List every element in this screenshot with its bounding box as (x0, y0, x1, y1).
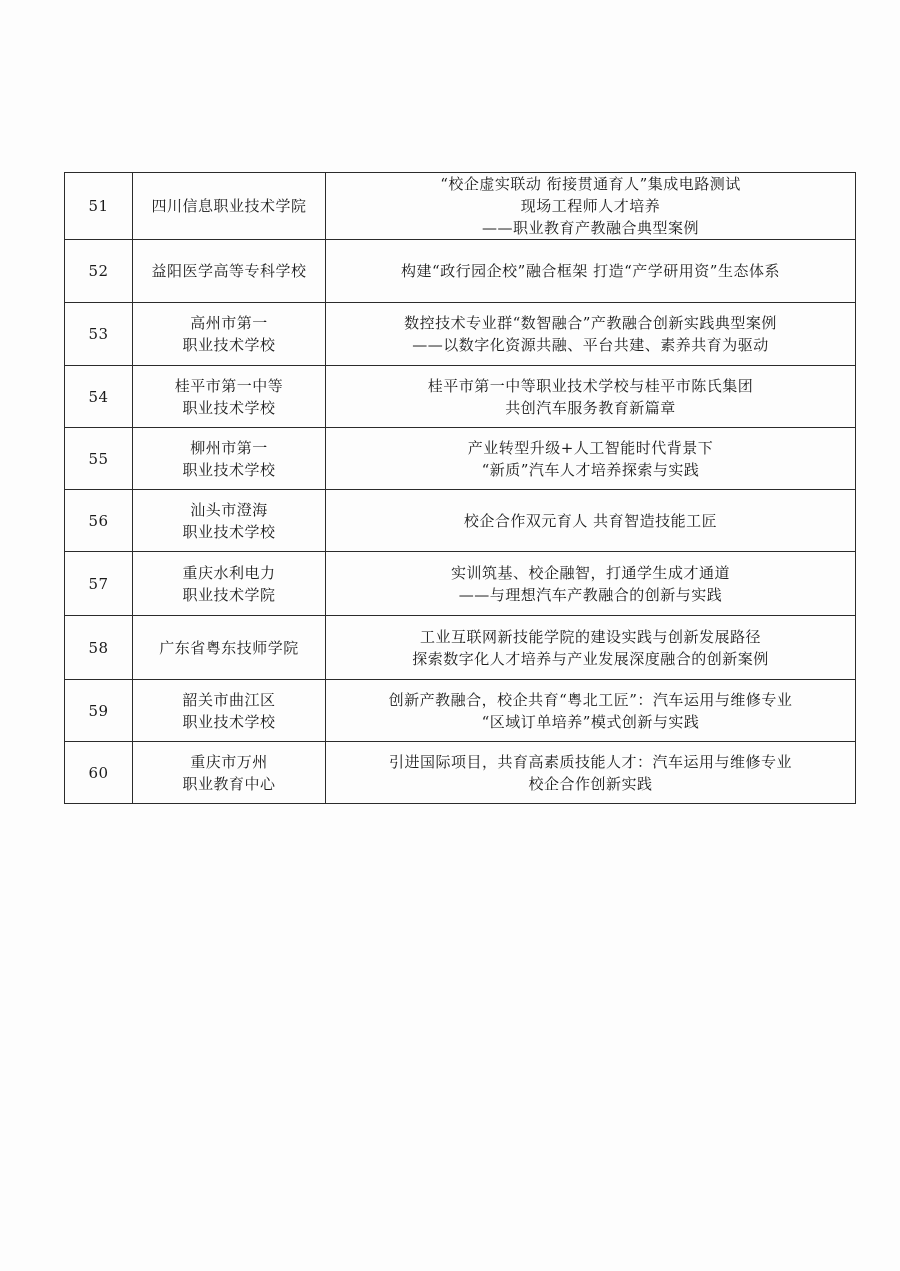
case-title-line: 创新产教融合，校企共育“粤北工匠”：汽车运用与维修专业 (388, 690, 793, 709)
case-title-line: 探索数字化人才培养与产业发展深度融合的创新案例 (412, 649, 769, 668)
table-row (65, 680, 856, 742)
case-title-line: ——与理想汽车产教融合的创新与实践 (458, 585, 723, 604)
school-name-cell (133, 742, 326, 804)
table-row (65, 616, 856, 680)
school-name: 四川信息职业技术学院 (151, 197, 307, 215)
case-title-cell (326, 240, 856, 303)
case-title-cell (326, 366, 856, 428)
school-name-cell (133, 552, 326, 616)
row-number: 51 (65, 173, 133, 240)
case-title-cell (326, 680, 856, 742)
table-row (65, 742, 856, 804)
school-name-cell (133, 240, 326, 303)
case-title-line: “校企虚实联动 衔接贯通育人”集成电路测试 (440, 175, 741, 193)
case-title-line: 实训筑基、校企融智，打通学生成才通道 (450, 563, 730, 582)
case-title-cell (326, 490, 856, 552)
table-row (65, 240, 856, 303)
table-row (65, 303, 856, 366)
case-title-line: “新质”汽车人才培养探索与实践 (481, 460, 700, 479)
case-title-cell (326, 173, 856, 240)
case-title-line: “区域订单培养”模式创新与实践 (481, 712, 700, 731)
school-name: 职业教育中心 (182, 774, 276, 793)
table-row (65, 552, 856, 616)
case-title-line: 现场工程师人才培养 (520, 197, 661, 215)
school-name: 重庆市万州 (190, 752, 268, 771)
school-name: 桂平市第一中等 (174, 376, 284, 395)
school-name-cell (133, 303, 326, 366)
case-title-cell (326, 428, 856, 490)
row-number: 55 (65, 428, 133, 490)
row-number: 54 (65, 366, 133, 428)
case-title-line: 桂平市第一中等职业技术学校与桂平市陈氏集团 (427, 376, 754, 395)
case-title-line: 校企合作创新实践 (528, 774, 653, 793)
school-name: 职业技术学校 (182, 712, 276, 731)
case-title-line: 构建“政行园企校”融合框架 打造“产学研用资”生态体系 (401, 262, 780, 280)
school-name: 高州市第一 (190, 314, 268, 332)
school-name: 职业技术学校 (182, 460, 276, 479)
school-name: 汕头市澄海 (190, 500, 268, 519)
school-name: 韶关市曲江区 (182, 690, 276, 709)
school-name-cell (133, 366, 326, 428)
school-name: 职业技术学校 (182, 522, 276, 541)
case-title-line: ——以数字化资源共融、平台共建、素养共育为驱动 (412, 336, 769, 354)
case-title-line: 数控技术专业群“数智融合”产教融合创新实践典型案例 (404, 314, 777, 332)
school-name: 重庆水利电力 (182, 563, 276, 582)
case-title-line: 校企合作双元育人 共育智造技能工匠 (463, 511, 718, 530)
school-name: 职业技术学院 (182, 585, 276, 604)
case-table (64, 172, 856, 804)
school-name-cell (133, 173, 326, 240)
table-row (65, 428, 856, 490)
case-title-line: 工业互联网新技能学院的建设实践与创新发展路径 (419, 627, 761, 646)
table-row (65, 490, 856, 552)
school-name: 职业技术学校 (182, 398, 276, 417)
table-row (65, 173, 856, 240)
row-number: 53 (65, 303, 133, 366)
case-title-cell (326, 616, 856, 680)
case-title-line: ——职业教育产教融合典型案例 (481, 219, 699, 237)
case-title-line: 产业转型升级+人工智能时代背景下 (467, 438, 714, 457)
school-name: 职业技术学校 (182, 336, 276, 354)
school-name-cell (133, 490, 326, 552)
case-title-cell (326, 303, 856, 366)
row-number: 59 (65, 680, 133, 742)
case-title-line: 共创汽车服务教育新篇章 (505, 398, 676, 417)
table-row (65, 366, 856, 428)
school-name-cell (133, 616, 326, 680)
case-title-cell (326, 742, 856, 804)
school-name: 柳州市第一 (190, 438, 268, 457)
row-number: 60 (65, 742, 133, 804)
school-name: 益阳医学高等专科学校 (151, 262, 307, 280)
row-number: 56 (65, 490, 133, 552)
case-title-cell (326, 552, 856, 616)
row-number: 52 (65, 240, 133, 303)
school-name: 广东省粤东技师学院 (159, 638, 299, 657)
school-name-cell (133, 428, 326, 490)
row-number: 57 (65, 552, 133, 616)
row-number: 58 (65, 616, 133, 680)
school-name-cell (133, 680, 326, 742)
case-title-line: 引进国际项目，共育高素质技能人才：汽车运用与维修专业 (388, 752, 792, 771)
